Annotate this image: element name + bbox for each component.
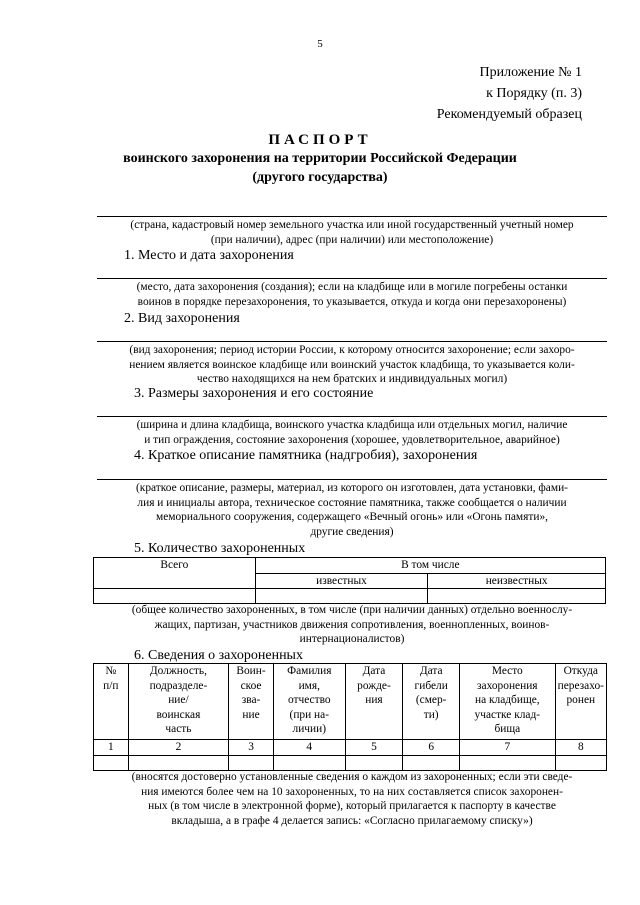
column-header-line: Дата (419, 665, 443, 677)
note-monument (90, 481, 614, 539)
table-row (94, 755, 607, 770)
note-line: воинов в порядке перезахоронения, то указывается, откуда и когда они перезахоронены) (137, 295, 567, 308)
table-cell (345, 755, 403, 770)
fill-line-country (97, 216, 607, 217)
column-header-line: ти) (423, 708, 439, 721)
note-line: чество находящихся на нем братских и индивидуальных могил) (196, 373, 508, 386)
column-header-7 (460, 664, 556, 740)
table-cell (255, 589, 428, 604)
column-header-line: воинская (156, 708, 201, 721)
section-4-heading: 4. Краткое описание памятника (надгробия), захоронения (134, 448, 478, 463)
column-header-line: Фамилия (287, 665, 332, 677)
column-header-6 (403, 664, 460, 740)
column-header-line: Место (491, 665, 523, 677)
fill-line-monument (97, 479, 607, 480)
column-header-5 (345, 664, 403, 740)
table-cell (128, 755, 228, 770)
table-cell (460, 755, 556, 770)
note-line: жащих, партизан, участников движения сопротивления, военнопленных, воинов- (154, 618, 550, 631)
note-line: (вид захоронения; период истории России, к которому относится захоронение; если захоро- (129, 344, 575, 356)
table-cell (94, 755, 129, 770)
column-header-line: ние/ (168, 694, 189, 707)
note-line: вкладыша, а в графе 4 делается запись: «Согласно прилагаемому списку») (171, 814, 533, 827)
note-count (90, 603, 614, 647)
column-number: 8 (555, 740, 606, 756)
fill-line-type (97, 341, 607, 342)
note-line: (вносятся достоверно установленные сведения о каждом из захороненных; если эти сведе- (131, 771, 573, 783)
section-3-heading: 3. Размеры захоронения и его состояние (134, 386, 374, 401)
note-line: (страна, кадастровый номер земельного участка или иной государственный учетный номер (130, 219, 574, 231)
column-header-line: зва- (241, 694, 261, 707)
column-header-line: (при на- (289, 708, 330, 721)
section-1-heading: 1. Место и дата захоронения (124, 248, 294, 263)
table-cell (428, 589, 606, 604)
note-line: (ширина и длина кладбища, воинского участка кладбища или отдельных могил, наличие (136, 419, 568, 431)
section-6-heading: 6. Сведения о захороненных (134, 648, 303, 663)
buried-details-table (93, 663, 607, 771)
column-number: 5 (345, 740, 403, 756)
note-line: лия и инициалы автора, техническое состояние памятника, также сообщается о наличии (137, 496, 567, 509)
document-subtitle-1: воинского захоронения на территории Российской Федерации (123, 151, 517, 166)
column-header-line: (смер- (415, 694, 447, 707)
column-header-8 (555, 664, 606, 740)
fill-line-size (97, 416, 607, 417)
column-header-line: перезахо- (557, 679, 604, 692)
table-cell (403, 755, 460, 770)
note-line: ния имеются более чем на 10 захороненных, то на них составляется список захоронен- (141, 785, 563, 798)
appendix-line-2: к Порядку (п. 3) (486, 86, 582, 101)
column-header-line: отчество (287, 694, 331, 707)
note-line: нением является воинское кладбище или воинский участок кладбища, то указывается коли- (129, 358, 575, 371)
table-cell (94, 589, 256, 604)
section-2-heading: 2. Вид захоронения (124, 311, 240, 326)
note-size (90, 418, 614, 447)
column-header-line: личии) (292, 723, 327, 736)
note-country (90, 218, 614, 247)
buried-count-table (93, 557, 606, 604)
column-number: 1 (94, 740, 129, 756)
column-header-line: захоронения (477, 679, 538, 692)
note-type (90, 343, 614, 387)
column-header-line: п/п (103, 679, 119, 692)
table-cell (273, 755, 345, 770)
column-number: 3 (229, 740, 274, 756)
column-header-3 (229, 664, 274, 740)
section-5-heading: 5. Количество захороненных (134, 541, 306, 556)
note-line: (краткое описание, размеры, материал, из которого он изготовлен, дата установки, фами- (136, 482, 568, 494)
appendix-block (437, 62, 582, 125)
note-line: интернационалистов) (299, 633, 405, 646)
column-header-line: Откуда (563, 665, 598, 677)
column-header-line: ское (240, 679, 262, 692)
column-header-line: № (105, 665, 117, 677)
header-unknown: неизвестных (428, 573, 606, 589)
column-header-line: бища (494, 723, 521, 736)
column-header-line: часть (165, 723, 192, 736)
column-number: 7 (460, 740, 556, 756)
column-number: 2 (128, 740, 228, 756)
column-number: 4 (273, 740, 345, 756)
column-header-line: гибели (414, 679, 448, 692)
column-header-line: на кладбище, (474, 694, 540, 707)
note-line: и тип ограждения, состояние захоронения (хорошее, удовлетворительное, аварийное) (144, 433, 560, 446)
column-header-line: участке клад- (474, 708, 541, 721)
column-header-1 (94, 664, 129, 740)
table-number-row (94, 740, 607, 756)
table-cell (555, 755, 606, 770)
header-known: известных (255, 573, 428, 589)
appendix-line-1: Приложение № 1 (479, 65, 582, 80)
document-subtitle-2: (другого государства) (252, 170, 388, 185)
column-header-4 (273, 664, 345, 740)
note-line: другие сведения) (310, 525, 394, 538)
column-header-line: рожде- (357, 679, 391, 692)
column-header-2 (128, 664, 228, 740)
column-header-line: ронен (566, 694, 596, 707)
column-number: 6 (403, 740, 460, 756)
table-header-row (94, 664, 607, 740)
note-line: ных (в том числе в электронной форме), который прилагается к паспорту в качестве (148, 800, 556, 813)
column-header-line: Воин- (236, 665, 266, 677)
fill-line-place (97, 278, 607, 279)
note-place (90, 280, 614, 309)
note-line: (при наличии), адрес (при наличии) или местоположение) (210, 233, 494, 246)
column-header-line: ние (242, 708, 260, 721)
note-details (90, 770, 614, 828)
column-header-line: Должность, (149, 665, 207, 677)
column-header-line: имя, (298, 679, 320, 692)
header-including: В том числе (255, 558, 605, 574)
column-header-line: ния (365, 694, 383, 707)
appendix-line-3: Рекомендуемый образец (436, 107, 582, 122)
note-line: мемориального сооружения, содержащего «Вечный огонь» или «Огонь памяти», (156, 511, 548, 524)
column-header-line: Дата (362, 665, 386, 677)
table-cell (229, 755, 274, 770)
page-number: 5 (317, 38, 323, 50)
header-total: Всего (94, 558, 256, 589)
note-line: (место, дата захоронения (создания); если на кладбище или в могиле погребены останки (136, 281, 568, 293)
note-line: (общее количество захороненных, в том числе (при наличии данных) отдельно военнослу- (131, 604, 573, 616)
column-header-line: подразделе- (149, 679, 208, 692)
document-title: ПАСПОРТ (268, 132, 372, 148)
